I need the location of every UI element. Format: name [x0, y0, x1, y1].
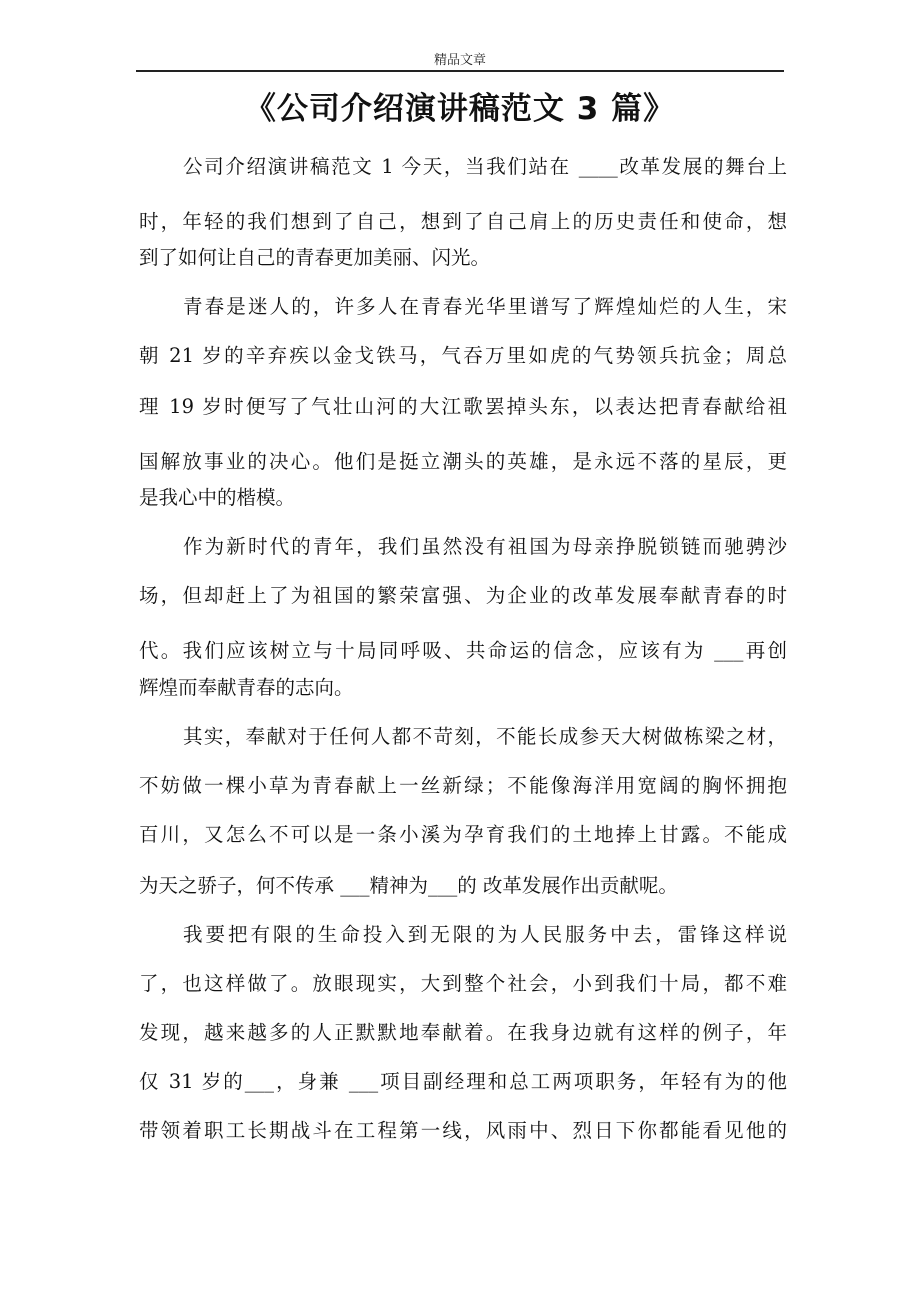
text-line: 作为新时代的青年，我们虽然没有祖国为母亲挣脱锁链而驰骋沙 [183, 535, 787, 558]
text-line: 代。我们应该树立与十局同呼吸、共命运的信念，应该有为 ___再创 [139, 639, 787, 662]
text-line: 场，但却赶上了为祖国的繁荣富强、为企业的改革发展奉献青春的时 [139, 584, 787, 607]
text-line: 公司介绍演讲稿范文 1 今天，当我们站在 ____改革发展的舞台上 [183, 155, 787, 178]
text-line: 不妨做一棵小草为青春献上一丝新绿；不能像海洋用宽阔的胸怀拥抱 [139, 774, 787, 797]
document-title: 《公司介绍演讲稿范文 3 篇》 [244, 91, 676, 127]
text-line: 国解放事业的决心。他们是挺立潮头的英雄，是永远不落的星辰，更 [139, 450, 787, 473]
text-line: 百川，又怎么不可以是一条小溪为孕育我们的土地捧上甘露。不能成 [139, 823, 787, 846]
text-line: 到了如何让自己的青春更加美丽、闪光。 [139, 246, 491, 269]
text-line: 带领着职工长期战斗在工程第一线，风雨中、烈日下你都能看见他的 [139, 1119, 787, 1142]
text-line: 仅 31 岁的___，身兼 ___项目副经理和总工两项职务，年轻有为的他 [139, 1070, 787, 1093]
text-line: 发现，越来越多的人正默默地奉献着。在我身边就有这样的例子，年 [139, 1021, 787, 1044]
text-line: 青春是迷人的，许多人在青春光华里谱写了辉煌灿烂的人生，宋 [183, 295, 787, 318]
page-header-label: 精品文章 [433, 53, 486, 68]
text-line: 理 19 岁时便写了气壮山河的大江歌罢掉头东，以表达把青春献给祖 [139, 395, 787, 418]
text-line: 辉煌而奉献青春的志向。 [139, 676, 354, 699]
text-line: 为天之骄子，何不传承 ___精神为___的 改革发展作出贡献呢。 [139, 874, 678, 897]
header-divider [136, 70, 784, 72]
text-line: 时，年轻的我们想到了自己，想到了自己肩上的历史责任和使命，想 [139, 210, 787, 233]
text-line: 我要把有限的生命投入到无限的为人民服务中去，雷锋这样说 [183, 923, 787, 946]
text-line: 朝 21 岁的辛弃疾以金戈铁马，气吞万里如虎的气势领兵抗金；周总 [139, 344, 787, 367]
text-line: 是我心中的楷模。 [139, 486, 296, 509]
text-line: 了，也这样做了。放眼现实，大到整个社会，小到我们十局，都不难 [139, 972, 787, 995]
text-line: 其实，奉献对于任何人都不苛刻，不能长成参天大树做栋梁之材， [183, 725, 787, 748]
